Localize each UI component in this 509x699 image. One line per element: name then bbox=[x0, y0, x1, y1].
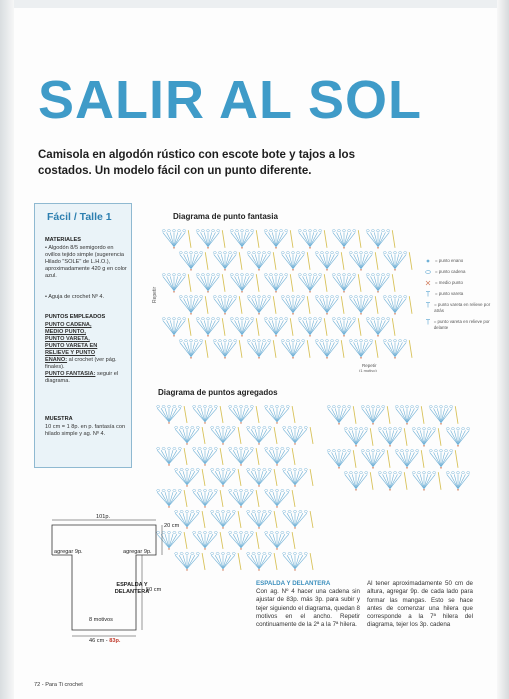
legend-label: = punto cadena bbox=[435, 269, 466, 274]
page-subtitle: Camisola en algodón rústico con escote bote y tajos a los costados. Un modelo fácil con un punto diferente. bbox=[38, 149, 355, 177]
legend-item bbox=[424, 258, 494, 264]
diagram1-motivo: (1 motivo) bbox=[359, 368, 377, 372]
legend-t-icon bbox=[424, 302, 431, 308]
legend-t-icon bbox=[424, 319, 431, 325]
puntos-list bbox=[45, 322, 127, 385]
legend-item bbox=[424, 291, 494, 297]
diagram1-repetir-bottom: Repetir bbox=[362, 363, 377, 368]
legend-item bbox=[424, 269, 494, 275]
schematic-outline bbox=[34, 492, 217, 648]
page-edge-left bbox=[0, 0, 14, 699]
page-edge-right bbox=[497, 0, 509, 699]
legend-item bbox=[424, 319, 494, 331]
materiales-text-1: • Algodón 8/5 semigordo en ovillos tejido simple (sugerencia Hilado "SOLE" de L.H.O.), aproximadamente 420 g en color azul. bbox=[45, 245, 127, 279]
muestra-heading: MUESTRA bbox=[45, 416, 73, 422]
punto-fantasia: PUNTO FANTASIA: bbox=[45, 371, 96, 377]
schematic-top: 101p. bbox=[96, 514, 110, 520]
stitch-legend bbox=[424, 258, 494, 336]
relieve-y-punto: RELIEVE Y PUNTO bbox=[45, 350, 96, 356]
punto-cadena: PUNTO CADENA, bbox=[45, 322, 92, 328]
schematic-right-top: 20 cm bbox=[164, 523, 180, 529]
materiales-heading: MATERIALES bbox=[45, 237, 81, 243]
garment-schematic bbox=[34, 492, 217, 648]
schematic-left-label: agregar 9p. bbox=[54, 549, 83, 555]
diagram1-chart bbox=[150, 222, 420, 372]
schematic-bottom bbox=[89, 638, 120, 644]
schematic-bottom-points: 83p. bbox=[109, 638, 121, 644]
legend-t-icon bbox=[424, 291, 432, 297]
diagram2-title: Diagrama de puntos agregados bbox=[158, 388, 278, 397]
diagram1-title: Diagrama de punto fantasia bbox=[173, 212, 278, 221]
legend-label: = medio punto bbox=[435, 280, 463, 285]
page-edge-top bbox=[0, 0, 509, 8]
enano-desc: al crochet (ver pág. finales). bbox=[45, 357, 117, 370]
legend-label: = punto vareta en relieve por delante bbox=[433, 319, 490, 330]
schematic-right-label: agregar 9p. bbox=[123, 549, 152, 555]
diagram1-repetir-left: Repetir bbox=[152, 286, 158, 303]
muestra-text: 10 cm = 1 8p. en p. fantasía con hilado simple y ag. Nº 4. bbox=[45, 424, 126, 437]
punto-fantasia-desc: seguir el diagrama. bbox=[45, 371, 119, 384]
page-footer: 72 - Para Ti crochet bbox=[34, 682, 83, 688]
page-title: SALIR AL SOL bbox=[38, 70, 423, 130]
schematic-bottom-cm: 46 cm - bbox=[89, 638, 110, 644]
diagram2-right-chart bbox=[325, 400, 470, 495]
legend-oval-icon bbox=[424, 269, 432, 275]
legend-label: = punto enano bbox=[435, 258, 464, 263]
legend-label: = punto vareta en relieve por atrás bbox=[434, 302, 491, 313]
section-column-1: Con ag. Nº 4 hacer una cadena sin ajustar de 83p. más 3p. para subir y tejer siguiendo el diagrama, quedan 8 motivos en el ancho. Repetir continuamente de la 2ª a la 7ª hilera. bbox=[256, 588, 360, 629]
section-column-2: Al tener aproximadamente 50 cm de altura, agregar 9p. de cada lado para formar las mangas. Esto se hace antes de comenzar una hilera que corresponde a la 7ª hilera del diagrama, tejer los 3p. cadena bbox=[367, 580, 473, 629]
schematic-motivos: 8 motivos bbox=[89, 617, 113, 623]
schematic-center-2: DELANTERA bbox=[114, 589, 150, 595]
punto-vareta: PUNTO VARETA, bbox=[45, 336, 90, 342]
info-sidebar bbox=[34, 203, 132, 468]
enano: ENANO: bbox=[45, 357, 68, 363]
materiales-text-2: • Aguja de crochet Nº 4. bbox=[45, 294, 105, 300]
difficulty-size-heading: Fácil / Talle 1 bbox=[47, 211, 112, 223]
schematic-side: 50 cm bbox=[146, 587, 162, 593]
legend-item bbox=[424, 280, 494, 286]
schematic-center-1: ESPALDA Y bbox=[116, 582, 148, 588]
legend-label: = punto vareta bbox=[435, 291, 464, 296]
section-heading: ESPALDA Y DELANTERA bbox=[256, 580, 331, 587]
legend-dot-icon bbox=[424, 258, 432, 264]
puntos-heading: PUNTOS EMPLEADOS bbox=[45, 314, 106, 320]
legend-cross-icon bbox=[424, 280, 432, 286]
punto-vareta-en: PUNTO VARETA EN bbox=[45, 343, 98, 349]
legend-item bbox=[424, 302, 494, 314]
medio-punto: MEDIO PUNTO, bbox=[45, 329, 86, 335]
